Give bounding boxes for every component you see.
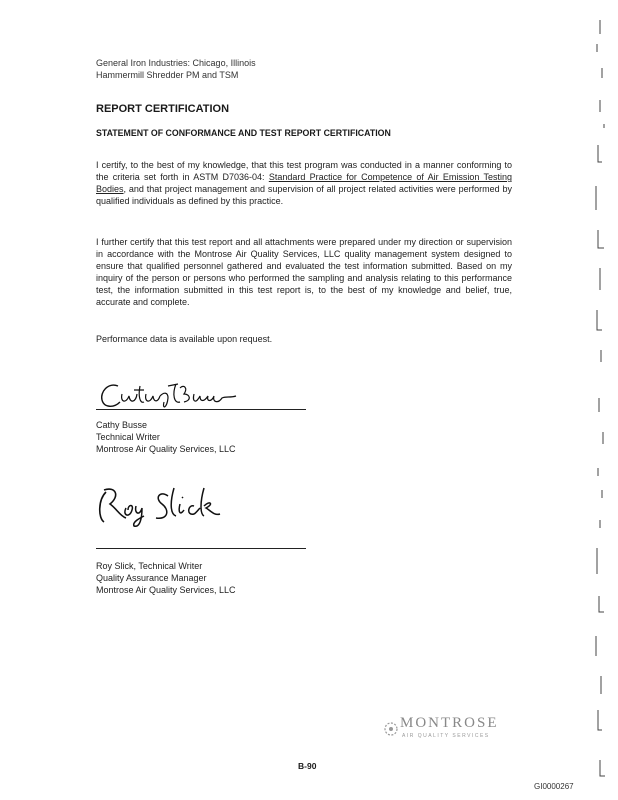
signature-roy-slick [96, 482, 236, 532]
logo-tagline: AIR QUALITY SERVICES [402, 733, 490, 739]
signatory-2-company: Montrose Air Quality Services, LLC [96, 585, 236, 595]
bates-number: GI0000267 [534, 782, 574, 791]
scan-edge-artifacts [592, 0, 618, 800]
statement-title: STATEMENT OF CONFORMANCE AND TEST REPORT CERTIFICATION [96, 128, 391, 138]
signatory-1-name: Cathy Busse [96, 420, 148, 430]
signature-line-1 [96, 409, 306, 410]
report-title: REPORT CERTIFICATION [96, 103, 230, 115]
astm-standard-title: Standard Practice for Competence of Air Emission Testing Bodies [96, 172, 512, 194]
signatory-2-title: Quality Assurance Manager [96, 573, 207, 583]
signatory-1-title: Technical Writer [96, 432, 160, 442]
para1-text-after: , and that project management and supervision of all project related activities were performed by qualified individuals as defined by this practice. [96, 184, 512, 206]
header-project: General Iron Industries: Chicago, Illinois [96, 58, 256, 68]
further-certification-paragraph: I further certify that this test report and all attachments were prepared under my direction or supervision in accordance with the Montrose Air Quality Services, LLC quality management system designed to ensure that qualified personnel gathered and evaluated the test information submitted. Based on my inquiry of the person or persons who performed the sampling and analysis relating to this performance test, the information submitted in this test report is, to the best of my knowledge and belief, true, accurate and complete. [96, 237, 512, 307]
certification-paragraph [96, 159, 512, 207]
header-unit: Hammermill Shredder PM and TSM [96, 70, 239, 80]
performance-data-note: Performance data is available upon request. [96, 334, 273, 344]
montrose-logo [384, 716, 514, 746]
signature-line-2 [96, 548, 306, 549]
signatory-1-company: Montrose Air Quality Services, LLC [96, 444, 236, 454]
para1-text-before: I certify, to the best of my knowledge, that this test program was conducted in a manner conforming to the criteria set forth in ASTM D7036-04: [96, 160, 512, 182]
logo-name: MONTROSE [400, 715, 499, 731]
logo-mark-icon [384, 718, 398, 740]
signatory-1-block [96, 419, 236, 455]
signature-cathy-busse [96, 378, 246, 412]
page-number: B-90 [298, 761, 317, 771]
signatory-2-block [96, 560, 236, 596]
document-header [96, 57, 256, 81]
signatory-2-name: Roy Slick, Technical Writer [96, 561, 203, 571]
